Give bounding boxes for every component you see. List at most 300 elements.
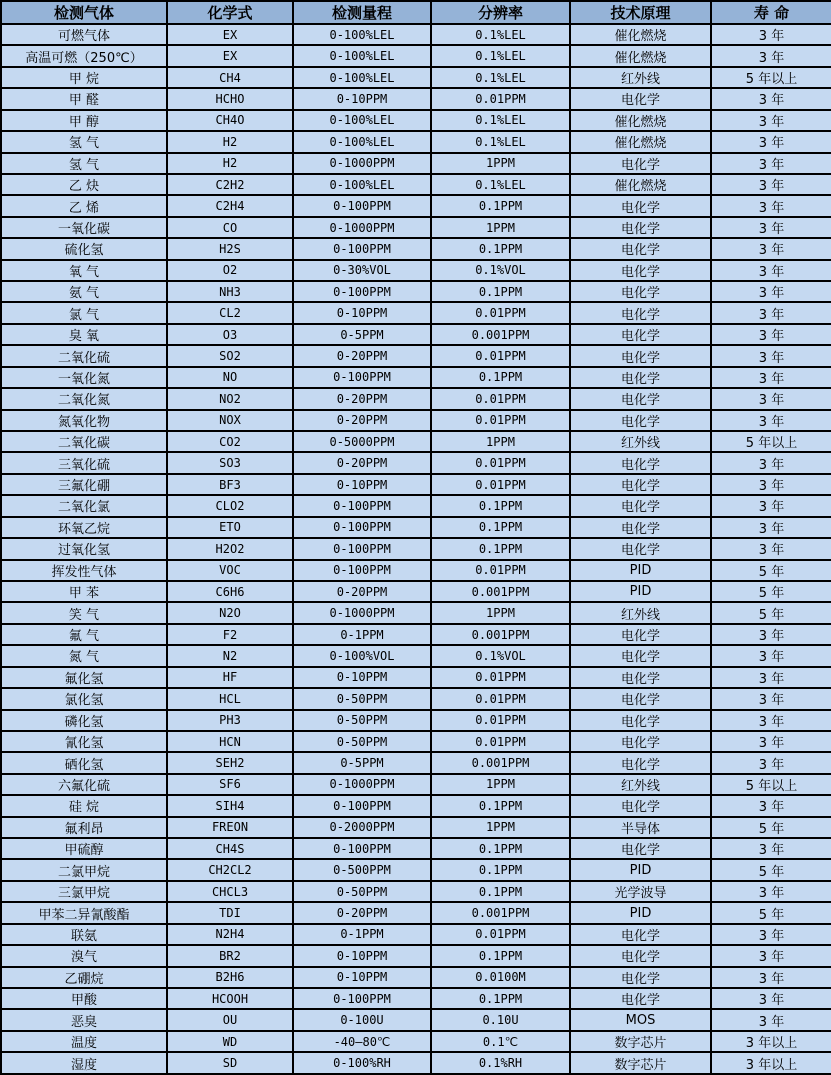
principle-cell: 电化学 [570, 217, 711, 238]
lifespan-cell: 3 年 [711, 838, 831, 859]
resolution-cell: 0.01PPM [431, 410, 570, 431]
resolution-cell: 0.1%LEL [431, 67, 570, 88]
resolution-cell: 1PPM [431, 217, 570, 238]
principle-cell: 电化学 [570, 945, 711, 966]
principle-cell: 电化学 [570, 645, 711, 666]
table-row [1, 67, 831, 88]
table-row [1, 517, 831, 538]
formula-cell: HCOOH [167, 988, 293, 1009]
principle-cell: 数字芯片 [570, 1052, 711, 1074]
lifespan-cell: 3 年 [711, 24, 831, 45]
range-cell: 0-100PPM [293, 495, 431, 516]
gas-name-cell: 氟利昂 [1, 817, 167, 838]
table-row [1, 474, 831, 495]
resolution-cell: 0.01PPM [431, 88, 570, 109]
principle-cell: PID [570, 581, 711, 602]
header-resolution: 分辨率 [431, 1, 570, 24]
gas-name-cell: 氢 气 [1, 153, 167, 174]
lifespan-cell: 3 年 [711, 110, 831, 131]
gas-name-cell: 氟化氢 [1, 667, 167, 688]
lifespan-cell: 3 年 [711, 131, 831, 152]
lifespan-cell: 3 年 [711, 238, 831, 259]
gas-name-cell: 可燃气体 [1, 24, 167, 45]
table-body [1, 24, 831, 1074]
principle-cell: 催化燃烧 [570, 110, 711, 131]
table-row [1, 388, 831, 409]
formula-cell: OU [167, 1009, 293, 1030]
range-cell: 0-1000PPM [293, 774, 431, 795]
range-cell: 0-20PPM [293, 452, 431, 473]
resolution-cell: 0.1%LEL [431, 110, 570, 131]
lifespan-cell: 3 年 [711, 302, 831, 323]
resolution-cell: 0.1PPM [431, 988, 570, 1009]
principle-cell: 电化学 [570, 153, 711, 174]
range-cell: 0-10PPM [293, 302, 431, 323]
gas-name-cell: 二氯甲烷 [1, 859, 167, 880]
table-row [1, 174, 831, 195]
table-row [1, 302, 831, 323]
principle-cell: 电化学 [570, 302, 711, 323]
resolution-cell: 1PPM [431, 431, 570, 452]
table-row [1, 752, 831, 773]
range-cell: 0-100PPM [293, 195, 431, 216]
lifespan-cell: 3 年 [711, 645, 831, 666]
gas-name-cell: 溴气 [1, 945, 167, 966]
range-cell: 0-5PPM [293, 324, 431, 345]
resolution-cell: 0.01PPM [431, 924, 570, 945]
resolution-cell: 0.001PPM [431, 624, 570, 645]
resolution-cell: 1PPM [431, 817, 570, 838]
formula-cell: CH2CL2 [167, 859, 293, 880]
header-chemical-formula: 化学式 [167, 1, 293, 24]
gas-name-cell: 三氟化硼 [1, 474, 167, 495]
table-row [1, 967, 831, 988]
gas-name-cell: 六氟化硫 [1, 774, 167, 795]
table-row [1, 110, 831, 131]
range-cell: 0-100PPM [293, 367, 431, 388]
gas-name-cell: 氟 气 [1, 624, 167, 645]
principle-cell: 电化学 [570, 324, 711, 345]
gas-name-cell: 氯化氢 [1, 688, 167, 709]
principle-cell: 红外线 [570, 67, 711, 88]
table-row [1, 902, 831, 923]
lifespan-cell: 3 年 [711, 367, 831, 388]
lifespan-cell: 3 年 [711, 731, 831, 752]
lifespan-cell: 3 年 [711, 452, 831, 473]
gas-name-cell: 三氯甲烷 [1, 881, 167, 902]
range-cell: 0-10PPM [293, 667, 431, 688]
table-row [1, 238, 831, 259]
lifespan-cell: 5 年 [711, 581, 831, 602]
resolution-cell: 1PPM [431, 774, 570, 795]
gas-name-cell: 甲硫醇 [1, 838, 167, 859]
principle-cell: 电化学 [570, 988, 711, 1009]
resolution-cell: 0.1PPM [431, 517, 570, 538]
range-cell: 0-5000PPM [293, 431, 431, 452]
gas-name-cell: 湿度 [1, 1052, 167, 1074]
resolution-cell: 0.001PPM [431, 581, 570, 602]
lifespan-cell: 3 年以上 [711, 1052, 831, 1074]
formula-cell: HCN [167, 731, 293, 752]
formula-cell: N2 [167, 645, 293, 666]
table-row [1, 1009, 831, 1030]
principle-cell: 电化学 [570, 752, 711, 773]
table-row [1, 367, 831, 388]
formula-cell: SD [167, 1052, 293, 1074]
principle-cell: PID [570, 902, 711, 923]
resolution-cell: 0.01PPM [431, 667, 570, 688]
table-row [1, 859, 831, 880]
header-lifespan: 寿 命 [711, 1, 831, 24]
resolution-cell: 0.001PPM [431, 752, 570, 773]
principle-cell: MOS [570, 1009, 711, 1030]
lifespan-cell: 3 年 [711, 924, 831, 945]
lifespan-cell: 3 年 [711, 410, 831, 431]
formula-cell: H2S [167, 238, 293, 259]
resolution-cell: 0.1℃ [431, 1031, 570, 1052]
table-row [1, 817, 831, 838]
lifespan-cell: 3 年 [711, 195, 831, 216]
table-row [1, 153, 831, 174]
resolution-cell: 0.1PPM [431, 859, 570, 880]
table-row [1, 260, 831, 281]
lifespan-cell: 5 年 [711, 602, 831, 623]
gas-name-cell: 氢 气 [1, 131, 167, 152]
range-cell: 0-100PPM [293, 281, 431, 302]
formula-cell: FREON [167, 817, 293, 838]
formula-cell: NO [167, 367, 293, 388]
principle-cell: 电化学 [570, 624, 711, 645]
header-gas-name: 检测气体 [1, 1, 167, 24]
gas-name-cell: 甲酸 [1, 988, 167, 1009]
lifespan-cell: 5 年以上 [711, 431, 831, 452]
range-cell: 0-100PPM [293, 795, 431, 816]
gas-name-cell: 硅 烷 [1, 795, 167, 816]
resolution-cell: 0.01PPM [431, 710, 570, 731]
range-cell: 0-20PPM [293, 410, 431, 431]
range-cell: 0-100U [293, 1009, 431, 1030]
formula-cell: HF [167, 667, 293, 688]
principle-cell: 电化学 [570, 795, 711, 816]
gas-name-cell: 氰化氢 [1, 731, 167, 752]
range-cell: 0-30%VOL [293, 260, 431, 281]
principle-cell: 催化燃烧 [570, 131, 711, 152]
resolution-cell: 0.1%LEL [431, 24, 570, 45]
table-row [1, 924, 831, 945]
range-cell: 0-20PPM [293, 581, 431, 602]
lifespan-cell: 5 年 [711, 902, 831, 923]
gas-name-cell: 臭 氧 [1, 324, 167, 345]
formula-cell: NO2 [167, 388, 293, 409]
table-row [1, 688, 831, 709]
gas-name-cell: 三氧化硫 [1, 452, 167, 473]
formula-cell: BF3 [167, 474, 293, 495]
table-row [1, 881, 831, 902]
resolution-cell: 0.10U [431, 1009, 570, 1030]
gas-name-cell: 乙 烯 [1, 195, 167, 216]
range-cell: 0-50PPM [293, 881, 431, 902]
table-row [1, 324, 831, 345]
table-row [1, 281, 831, 302]
table-row [1, 24, 831, 45]
table-row [1, 1052, 831, 1074]
range-cell: 0-10PPM [293, 967, 431, 988]
lifespan-cell: 3 年 [711, 217, 831, 238]
table-row [1, 731, 831, 752]
lifespan-cell: 3 年 [711, 174, 831, 195]
table-row [1, 431, 831, 452]
resolution-cell: 1PPM [431, 602, 570, 623]
formula-cell: PH3 [167, 710, 293, 731]
gas-name-cell: 氮氧化物 [1, 410, 167, 431]
formula-cell: H2O2 [167, 538, 293, 559]
lifespan-cell: 5 年以上 [711, 67, 831, 88]
range-cell: 0-100%LEL [293, 24, 431, 45]
gas-name-cell: 甲 醛 [1, 88, 167, 109]
table-row [1, 131, 831, 152]
lifespan-cell: 3 年 [711, 495, 831, 516]
principle-cell: 电化学 [570, 260, 711, 281]
principle-cell: 电化学 [570, 495, 711, 516]
range-cell: 0-100%LEL [293, 131, 431, 152]
lifespan-cell: 3 年 [711, 795, 831, 816]
lifespan-cell: 3 年 [711, 538, 831, 559]
principle-cell: 催化燃烧 [570, 24, 711, 45]
gas-name-cell: 氯 气 [1, 302, 167, 323]
range-cell: 0-10PPM [293, 88, 431, 109]
principle-cell: 电化学 [570, 517, 711, 538]
formula-cell: CO [167, 217, 293, 238]
formula-cell: CH4O [167, 110, 293, 131]
gas-name-cell: 一氧化碳 [1, 217, 167, 238]
formula-cell: CH4 [167, 67, 293, 88]
gas-name-cell: 恶臭 [1, 1009, 167, 1030]
table-row [1, 710, 831, 731]
formula-cell: SO2 [167, 345, 293, 366]
resolution-cell: 0.01PPM [431, 731, 570, 752]
table-row [1, 624, 831, 645]
table-row [1, 988, 831, 1009]
principle-cell: 电化学 [570, 538, 711, 559]
range-cell: 0-1PPM [293, 624, 431, 645]
formula-cell: C6H6 [167, 581, 293, 602]
range-cell: 0-50PPM [293, 731, 431, 752]
formula-cell: BR2 [167, 945, 293, 966]
formula-cell: HCL [167, 688, 293, 709]
range-cell: 0-100%LEL [293, 174, 431, 195]
gas-name-cell: 挥发性气体 [1, 560, 167, 581]
gas-name-cell: 磷化氢 [1, 710, 167, 731]
range-cell: 0-5PPM [293, 752, 431, 773]
principle-cell: 催化燃烧 [570, 174, 711, 195]
range-cell: 0-10PPM [293, 474, 431, 495]
principle-cell: 电化学 [570, 967, 711, 988]
table-row [1, 838, 831, 859]
resolution-cell: 0.001PPM [431, 324, 570, 345]
resolution-cell: 0.1PPM [431, 795, 570, 816]
resolution-cell: 0.0100M [431, 967, 570, 988]
table-row [1, 195, 831, 216]
lifespan-cell: 3 年 [711, 752, 831, 773]
lifespan-cell: 3 年 [711, 881, 831, 902]
table-row [1, 560, 831, 581]
formula-cell: N2H4 [167, 924, 293, 945]
principle-cell: 电化学 [570, 88, 711, 109]
range-cell: 0-100%LEL [293, 45, 431, 66]
table-row [1, 495, 831, 516]
principle-cell: 电化学 [570, 452, 711, 473]
lifespan-cell: 3 年 [711, 388, 831, 409]
lifespan-cell: 3 年 [711, 967, 831, 988]
gas-name-cell: 笑 气 [1, 602, 167, 623]
table-row [1, 538, 831, 559]
resolution-cell: 0.01PPM [431, 688, 570, 709]
range-cell: -40—80℃ [293, 1031, 431, 1052]
lifespan-cell: 3 年 [711, 153, 831, 174]
resolution-cell: 0.1PPM [431, 538, 570, 559]
resolution-cell: 0.1PPM [431, 281, 570, 302]
range-cell: 0-100%LEL [293, 67, 431, 88]
resolution-cell: 0.01PPM [431, 345, 570, 366]
table-row [1, 410, 831, 431]
lifespan-cell: 3 年 [711, 324, 831, 345]
range-cell: 0-100PPM [293, 238, 431, 259]
range-cell: 0-100PPM [293, 838, 431, 859]
resolution-cell: 0.01PPM [431, 474, 570, 495]
resolution-cell: 0.1PPM [431, 945, 570, 966]
gas-name-cell: 硫化氢 [1, 238, 167, 259]
header-detection-range: 检测量程 [293, 1, 431, 24]
gas-name-cell: 温度 [1, 1031, 167, 1052]
principle-cell: 电化学 [570, 710, 711, 731]
formula-cell: N2O [167, 602, 293, 623]
range-cell: 0-50PPM [293, 688, 431, 709]
principle-cell: 数字芯片 [570, 1031, 711, 1052]
lifespan-cell: 5 年 [711, 817, 831, 838]
formula-cell: SF6 [167, 774, 293, 795]
principle-cell: 电化学 [570, 238, 711, 259]
gas-name-cell: 硒化氢 [1, 752, 167, 773]
principle-cell: 红外线 [570, 774, 711, 795]
gas-name-cell: 甲 醇 [1, 110, 167, 131]
table-row [1, 88, 831, 109]
principle-cell: 电化学 [570, 731, 711, 752]
table-row [1, 945, 831, 966]
range-cell: 0-10PPM [293, 945, 431, 966]
resolution-cell: 0.1PPM [431, 838, 570, 859]
gas-name-cell: 甲 烷 [1, 67, 167, 88]
principle-cell: 半导体 [570, 817, 711, 838]
principle-cell: 电化学 [570, 195, 711, 216]
range-cell: 0-1PPM [293, 924, 431, 945]
principle-cell: 电化学 [570, 367, 711, 388]
formula-cell: TDI [167, 902, 293, 923]
formula-cell: NOX [167, 410, 293, 431]
principle-cell: 红外线 [570, 602, 711, 623]
formula-cell: EX [167, 45, 293, 66]
formula-cell: CHCL3 [167, 881, 293, 902]
principle-cell: 催化燃烧 [570, 45, 711, 66]
formula-cell: C2H2 [167, 174, 293, 195]
resolution-cell: 0.01PPM [431, 452, 570, 473]
formula-cell: H2 [167, 131, 293, 152]
range-cell: 0-20PPM [293, 902, 431, 923]
table-row [1, 452, 831, 473]
range-cell: 0-100PPM [293, 538, 431, 559]
principle-cell: 电化学 [570, 474, 711, 495]
lifespan-cell: 5 年以上 [711, 774, 831, 795]
formula-cell: SIH4 [167, 795, 293, 816]
range-cell: 0-20PPM [293, 345, 431, 366]
range-cell: 0-100%LEL [293, 110, 431, 131]
gas-name-cell: 联氨 [1, 924, 167, 945]
table-row [1, 795, 831, 816]
formula-cell: CLO2 [167, 495, 293, 516]
principle-cell: PID [570, 560, 711, 581]
range-cell: 0-50PPM [293, 710, 431, 731]
gas-name-cell: 二氧化氯 [1, 495, 167, 516]
resolution-cell: 0.01PPM [431, 302, 570, 323]
resolution-cell: 0.1%VOL [431, 260, 570, 281]
gas-name-cell: 氮 气 [1, 645, 167, 666]
resolution-cell: 0.1%VOL [431, 645, 570, 666]
table-row [1, 645, 831, 666]
lifespan-cell: 3 年 [711, 624, 831, 645]
formula-cell: SEH2 [167, 752, 293, 773]
formula-cell: O2 [167, 260, 293, 281]
gas-name-cell: 甲 苯 [1, 581, 167, 602]
lifespan-cell: 3 年 [711, 88, 831, 109]
formula-cell: EX [167, 24, 293, 45]
principle-cell: 电化学 [570, 838, 711, 859]
formula-cell: C2H4 [167, 195, 293, 216]
table-row [1, 667, 831, 688]
table-row [1, 45, 831, 66]
principle-cell: 光学波导 [570, 881, 711, 902]
gas-name-cell: 一氧化氮 [1, 367, 167, 388]
header-technical-principle: 技术原理 [570, 1, 711, 24]
formula-cell: WD [167, 1031, 293, 1052]
range-cell: 0-1000PPM [293, 153, 431, 174]
formula-cell: H2 [167, 153, 293, 174]
principle-cell: 电化学 [570, 388, 711, 409]
formula-cell: ETO [167, 517, 293, 538]
resolution-cell: 0.1PPM [431, 195, 570, 216]
table-row [1, 774, 831, 795]
lifespan-cell: 3 年 [711, 281, 831, 302]
range-cell: 0-100%VOL [293, 645, 431, 666]
range-cell: 0-100PPM [293, 560, 431, 581]
gas-name-cell: 氧 气 [1, 260, 167, 281]
lifespan-cell: 3 年 [711, 945, 831, 966]
resolution-cell: 0.1%LEL [431, 45, 570, 66]
principle-cell: 电化学 [570, 281, 711, 302]
range-cell: 0-20PPM [293, 388, 431, 409]
table-row [1, 1031, 831, 1052]
resolution-cell: 1PPM [431, 153, 570, 174]
lifespan-cell: 3 年 [711, 688, 831, 709]
range-cell: 0-500PPM [293, 859, 431, 880]
table-row [1, 217, 831, 238]
formula-cell: CO2 [167, 431, 293, 452]
principle-cell: 电化学 [570, 667, 711, 688]
table-row [1, 581, 831, 602]
lifespan-cell: 3 年 [711, 474, 831, 495]
gas-name-cell: 高温可燃（250℃） [1, 45, 167, 66]
gas-name-cell: 环氧乙烷 [1, 517, 167, 538]
range-cell: 0-100PPM [293, 517, 431, 538]
lifespan-cell: 3 年 [711, 710, 831, 731]
